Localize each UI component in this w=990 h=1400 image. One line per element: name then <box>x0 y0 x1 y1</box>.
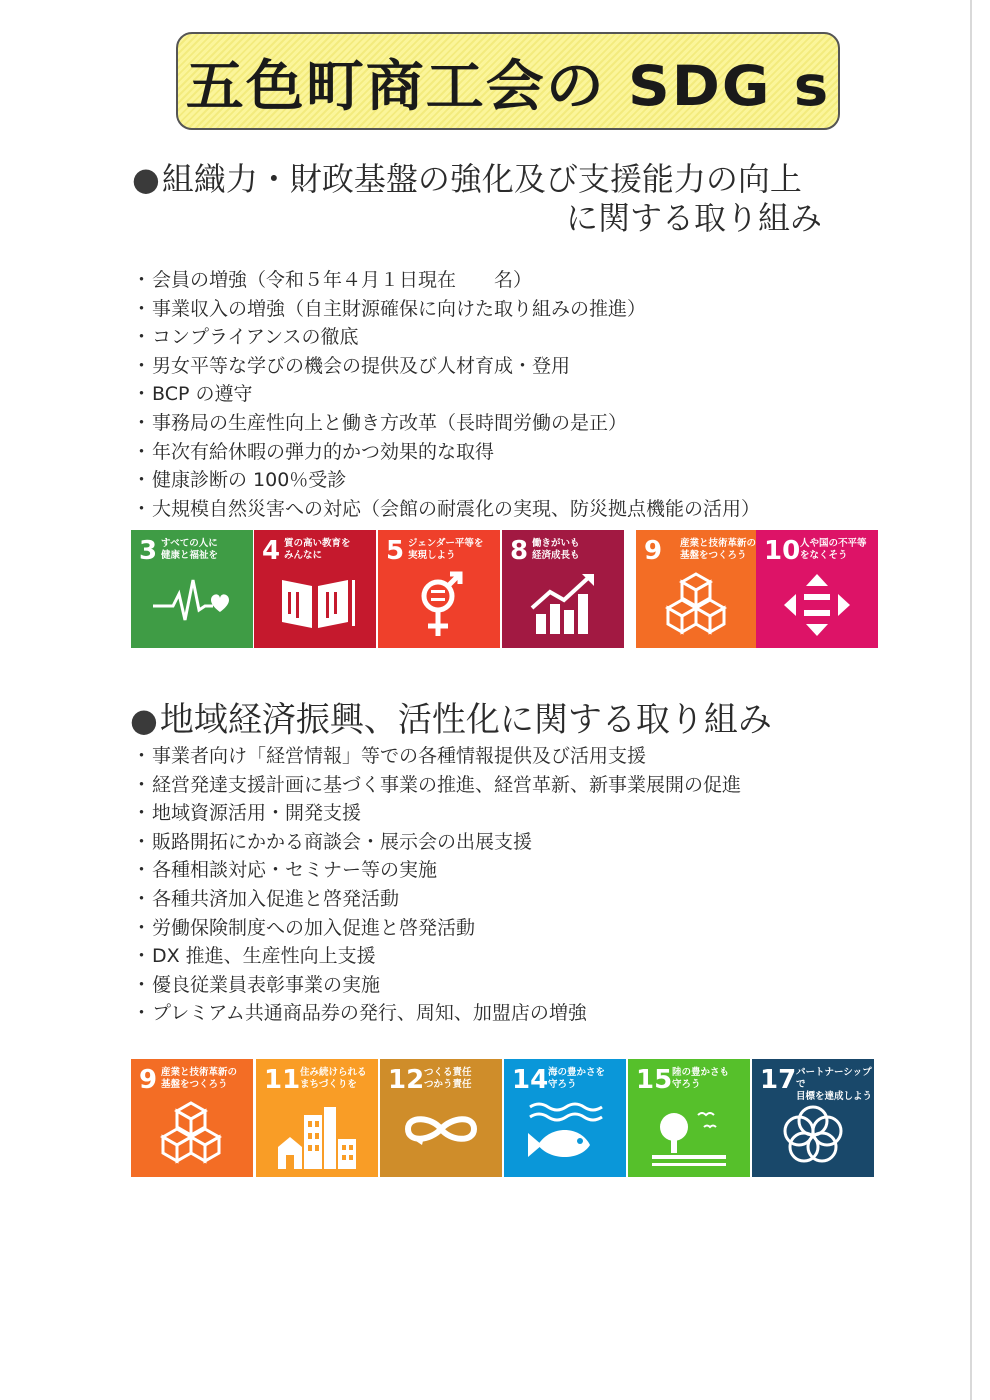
book-icon <box>274 570 356 634</box>
section1-list <box>132 266 760 523</box>
sdg-goal-10-tile: 10 人や国の不平等 をなくそう <box>756 530 878 648</box>
list-item: ・経営発達支援計画に基づく事業の推進、経営革新、新事業展開の促進 <box>132 773 742 796</box>
list-item: ・事業収入の増強（自主財源確保に向けた取り組みの推進） <box>132 297 647 320</box>
page-title: 五色町商工会の SDG s <box>185 53 831 119</box>
sdg-goal-17-tile: 17 パートナーシップで 目標を達成しよう <box>752 1059 874 1177</box>
sdg-goal-3-tile: 3 すべての人に 健康と福祉を <box>131 530 253 648</box>
sdg-goal-4-tile: 4 質の高い教育を みんなに <box>254 530 376 648</box>
section1-heading-line1: ●組織力・財政基盤の強化及び支援能力の向上 <box>132 160 802 198</box>
sdg-goal-14-tile: 14 海の豊かさを 守ろう <box>504 1059 626 1177</box>
cubes-icon <box>151 1099 233 1171</box>
list-item: ・優良従業員表彰事業の実施 <box>132 973 381 996</box>
sdg-goal-11-tile: 11 住み続けられる まちづくりを <box>256 1059 378 1177</box>
list-item: ・各種共済加入促進と啓発活動 <box>132 887 400 910</box>
heading-bullet-icon: ● <box>132 160 160 198</box>
sdg-goal-12-tile: 12 つくる責任 つかう責任 <box>380 1059 502 1177</box>
sdg-goal-15-tile: 15 陸の豊かさも 守ろう <box>628 1059 750 1177</box>
sdg-goal-9-tile: 9 産業と技術革新の 基盤をつくろう <box>131 1059 253 1177</box>
gender-icon <box>398 570 480 642</box>
growth-chart-icon <box>522 570 604 634</box>
equality-arrows-icon <box>776 570 858 640</box>
list-item: ・地域資源活用・開発支援 <box>132 802 362 825</box>
list-item: ・大規模自然災害への対応（会館の耐震化の実現、防災拠点機能の活用） <box>132 497 761 520</box>
sdg-goal-9-tile: 9 産業と技術革新の 基盤をつくろう <box>636 530 758 648</box>
page-edge <box>970 0 972 1400</box>
section2-heading: ●地域経済振興、活性化に関する取り組み <box>130 700 772 740</box>
list-item: ・年次有給休暇の弾力的かつ効果的な取得 <box>132 440 495 463</box>
list-item: ・プレミアム共通商品券の発行、周知、加盟店の増強 <box>132 1002 587 1025</box>
infinity-icon <box>400 1099 482 1159</box>
list-item: ・コンプライアンスの徹底 <box>132 326 359 349</box>
list-item: ・各種相談対応・セミナー等の実施 <box>132 859 438 882</box>
list-item: ・男女平等な学びの機会の提供及び人材育成・登用 <box>132 354 571 377</box>
partnership-rings-icon <box>772 1099 854 1171</box>
list-item: ・事業者向け「経営情報」等での各種情報提供及び活用支援 <box>132 745 647 767</box>
cubes-icon <box>656 570 738 642</box>
heartbeat-icon <box>151 570 233 630</box>
city-icon <box>276 1099 358 1171</box>
sdg-goal-8-tile: 8 働きがいも 経済成長も <box>502 530 624 648</box>
fish-icon <box>524 1099 606 1169</box>
title-banner <box>176 32 840 130</box>
sdg-goal-5-tile: 5 ジェンダー平等を 実現しよう <box>378 530 500 648</box>
list-item: ・労働保険制度への加入促進と啓発活動 <box>132 916 476 939</box>
list-item: ・健康診断の 100％受診 <box>132 469 347 492</box>
list-item: ・BCP の遵守 <box>132 383 253 406</box>
heading-bullet-icon: ● <box>130 701 158 739</box>
list-item: ・事務局の生産性向上と働き方改革（長時間労働の是正） <box>132 411 628 434</box>
section1-heading-line2: に関する取り組み <box>566 199 823 237</box>
list-item: ・会員の増強（令和５年４月１日現在 名） <box>132 269 533 291</box>
section2-list <box>132 742 741 1028</box>
tree-icon <box>648 1099 730 1169</box>
list-item: ・DX 推進、生産性向上支援 <box>132 945 376 968</box>
list-item: ・販路開拓にかかる商談会・展示会の出展支援 <box>132 830 533 853</box>
